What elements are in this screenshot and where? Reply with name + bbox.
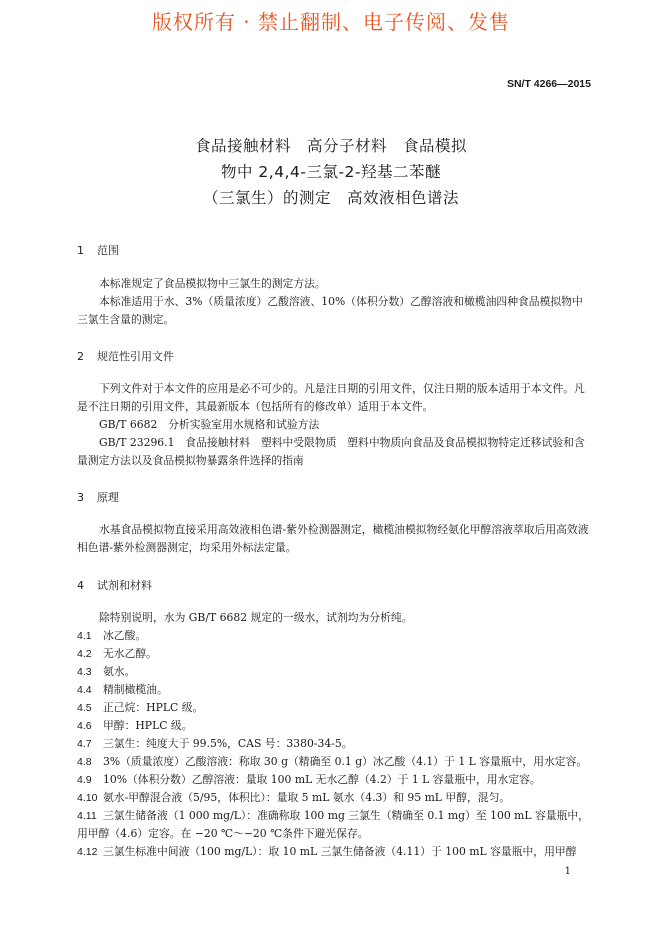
- title-line-2: 物中 2,4,4-三氯-2-羟基二苯醚: [220, 163, 441, 181]
- item-text: 甲醇：HPLC 级。: [103, 719, 193, 732]
- item-number: 4.8: [77, 756, 92, 768]
- paragraph: 本标准规定了食品模拟物中三氯生的测定方法。: [99, 277, 326, 290]
- list-item: [77, 681, 591, 699]
- list-item: [77, 753, 591, 771]
- item-number: 4.3: [77, 666, 92, 678]
- section-number: 2: [77, 350, 84, 363]
- paragraph: 除特别说明，水为 GB/T 6682 规定的一级水，试剂均为分析纯。: [99, 611, 413, 624]
- item-number: 4.4: [77, 684, 92, 696]
- list-item: [77, 807, 591, 843]
- section-heading-references: [77, 348, 174, 364]
- list-item: [77, 843, 591, 861]
- section-number: 4: [77, 579, 84, 592]
- list-item: [77, 789, 591, 807]
- section-number: 3: [77, 491, 84, 504]
- section-title: 原理: [97, 491, 119, 504]
- item-text: 无水乙醇。: [103, 647, 157, 660]
- item-text: 精制橄榄油。: [103, 683, 168, 696]
- item-number: 4.12: [77, 846, 98, 858]
- section-heading-reagents: [77, 577, 152, 593]
- item-number: 4.7: [77, 738, 92, 750]
- item-number: 4.5: [77, 702, 92, 714]
- section-title: 试剂和材料: [97, 579, 152, 592]
- item-number: 4.11: [77, 810, 97, 822]
- item-text: 三氯生标准中间液（100 mg/L）：取 10 mL 三氯生储备液（4.11）于 100 mL 容量瓶中，用甲醇: [103, 845, 577, 858]
- item-text: 氨水。: [103, 665, 136, 678]
- section-title: 范围: [97, 244, 119, 257]
- list-item: [77, 735, 591, 753]
- title-line-1: 食品接触材料 高分子材料 食品模拟: [194, 137, 467, 155]
- section-number: 1: [77, 244, 84, 257]
- list-item: [77, 771, 591, 789]
- item-text: 三氯生：纯度大于 99.5%，CAS 号：3380-34-5。: [103, 737, 353, 750]
- section-heading-principle: [77, 489, 119, 505]
- paragraph: 下列文件对于本文件的应用是必不可少的。凡是注日期的引用文件，仅注日期的版本适用于本文件。凡是不注日期的引用文件，其最新版本（包括所有的修改单）适用于本文件。: [77, 382, 585, 413]
- list-item: [77, 699, 591, 717]
- item-number: 4.10: [77, 792, 98, 804]
- paragraph: 本标准适用于水、3%（质量浓度）乙酸溶液、10%（体积分数）乙醇溶液和橄榄油四种食品模拟物中三氯生含量的测定。: [77, 295, 583, 326]
- document-code: SN/T 4266—2015: [506, 78, 591, 90]
- item-number: 4.6: [77, 720, 92, 732]
- section-heading-scope: [77, 242, 119, 258]
- item-number: 4.1: [77, 630, 92, 642]
- page-number: 1: [564, 866, 571, 877]
- list-item: [77, 717, 591, 735]
- watermark-banner: 版权所有 · 禁止翻制、电子传阅、发售: [151, 10, 511, 34]
- item-text: 三氯生储备液（1 000 mg/L）：准确称取 100 mg 三氯生（精确至 0.1 mg）至 100 mL 容量瓶中，用甲醇（4.6）定容。在 −20 ℃～−20 ℃条件下避光保存。: [77, 809, 589, 840]
- section-title: 规范性引用文件: [97, 350, 174, 363]
- item-text: 氨水-甲醇混合液（5/95，体积比）：量取 5 mL 氨水（4.3）和 95 mL 甲醇，混匀。: [103, 791, 511, 804]
- item-text: 3%（质量浓度）乙酸溶液：称取 30 g（精确至 0.1 g）冰乙酸（4.1）于 1 L 容量瓶中，用水定容。: [103, 755, 588, 768]
- list-item: [77, 663, 591, 681]
- reference-entry: GB/T 23296.1 食品接触材料 塑料中受限物质 塑料中物质向食品及食品模拟物特定迁移试验和含量测定方法以及食品模拟物暴露条件选择的指南: [77, 436, 585, 467]
- item-text: 10%（体积分数）乙醇溶液：量取 100 mL 无水乙醇（4.2）于 1 L 容量瓶中，用水定容。: [103, 773, 541, 786]
- list-item: [77, 627, 591, 645]
- title-line-3: （三氯生）的测定 高效液相色谱法: [202, 189, 459, 207]
- paragraph: 水基食品模拟物直接采用高效液相色谱-紫外检测器测定，橄榄油模拟物经氨化甲醇溶液萃取后用高效液相色谱-紫外检测器测定，均采用外标法定量。: [77, 523, 589, 554]
- item-number: 4.2: [77, 648, 92, 660]
- item-text: 正己烷：HPLC 级。: [103, 701, 204, 714]
- item-text: 冰乙酸。: [103, 629, 147, 642]
- item-number: 4.9: [77, 774, 92, 786]
- reference-entry: GB/T 6682 分析实验室用水规格和试验方法: [99, 418, 320, 431]
- list-item: [77, 645, 591, 663]
